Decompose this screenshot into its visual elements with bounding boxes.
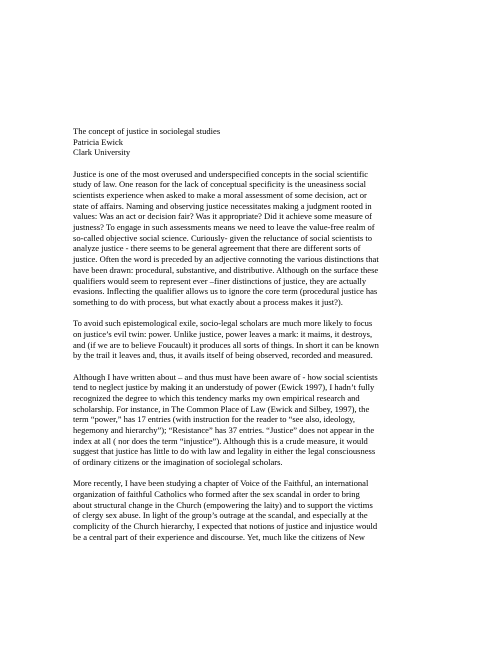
text-line: about structural change in the Church (empowering the laity) and to support the victims <box>73 499 373 510</box>
text-line: of ordinary citizens or the imagination of sociolegal scholars. <box>73 457 283 468</box>
text-line: complicity of the Church hierarchy, I expected that notions of justice and injustice would <box>73 521 378 532</box>
text-line: so-called objective social science. Curiously- given the reluctance of social scientists to <box>73 232 373 243</box>
text-line: term “power,” has 17 entries (with instruction for the reader to “see also, ideology, <box>73 414 356 425</box>
text-line: index at all ( nor does the term “injustice”). Although this is a crude measure, it would <box>73 435 368 446</box>
text-line: something to do with process, but what exactly about a process makes it just?). <box>73 296 343 307</box>
paragraph-spacer <box>73 158 435 169</box>
text-line: have been drawn: procedural, substantive, and distributive. Although on the surface these <box>73 264 379 275</box>
text-line: analyze justice - there seems to be general agreement that there are different sorts of <box>73 243 361 254</box>
text-line: on justice’s evil twin: power. Unlike justice, power leaves a mark: it maims, it destroys, <box>73 328 373 339</box>
text-line: Although I have written about – and thus must have been aware of - how social scientists <box>73 371 378 382</box>
text-line: recognized the degree to which this tendency marks my own empirical research and <box>73 392 360 403</box>
text-line: scholarship. For instance, in The Common Place of Law (Ewick and Silbey, 1997), the <box>73 403 370 414</box>
text-line: organization of faithful Catholics who formed after the sex scandal in order to bring <box>73 489 360 499</box>
document-body <box>73 169 435 543</box>
body-paragraph <box>73 478 435 542</box>
text-line: scientists experience when asked to make a moral assessment of some decision, act or <box>73 190 367 201</box>
body-paragraph <box>73 318 435 361</box>
text-line: state of affairs. Naming and observing justice necessitates making a judgment rooted in <box>73 200 372 211</box>
text-line: justness? To engage in such assessments means we need to leave the value-free realm of <box>73 222 375 233</box>
document-page <box>73 126 435 542</box>
text-line: justice. Often the word is preceded by an adjective connoting the various distinctions that <box>73 254 379 265</box>
text-line: tend to neglect justice by making it an understudy of power (Ewick 1997), I hadn’t fully <box>73 382 375 393</box>
text-line: of clergy sex abuse. In light of the group’s outrage at the scandal, and especially at the <box>73 510 368 521</box>
document-title: The concept of justice in sociolegal studies <box>73 126 221 136</box>
text-line: values: Was an act or decision fair? Was it appropriate? Did it achieve some measure of <box>73 211 372 222</box>
paragraph-spacer <box>73 308 435 319</box>
text-line: hegemony and hierarchy”); “Resistance” has 37 entries. “Justice” does not appear in the <box>73 424 375 435</box>
text-line: by the trail it leaves and, thus, it avails itself of being observed, recorded and measured. <box>73 350 373 361</box>
text-line: study of law. One reason for the lack of conceptual specificity is the uneasiness social <box>73 179 367 190</box>
paragraph-spacer <box>73 468 435 479</box>
author-affiliation: Clark University <box>73 147 131 158</box>
document-header <box>73 126 435 158</box>
paragraph-spacer <box>73 361 435 372</box>
text-line: evasions. Inflecting the qualifier allows us to ignore the core term (procedural justice has <box>73 286 378 297</box>
text-line: suggest that justice has little to do with law and legality in either the legal consciousness <box>73 446 376 457</box>
text-line: and (if we are to believe Foucault) it produces all sorts of things. In short it can be known <box>73 339 379 350</box>
text-line: More recently, I have been studying a chapter of Voice of the Faithful, an international <box>73 478 369 489</box>
body-paragraph <box>73 372 435 468</box>
text-line: be a central part of their experience and discourse. Yet, much like the citizens of New <box>73 531 365 542</box>
text-line: Justice is one of the most overused and underspecified concepts in the social scientific <box>73 168 369 179</box>
body-paragraph <box>73 169 435 308</box>
text-line: To avoid such epistemological exile, socio-legal scholars are much more likely to focus <box>73 318 373 329</box>
text-line: qualifiers would seem to represent ever –finer distinctions of justice, they are actually <box>73 275 367 286</box>
author-name: Patricia Ewick <box>73 136 124 147</box>
